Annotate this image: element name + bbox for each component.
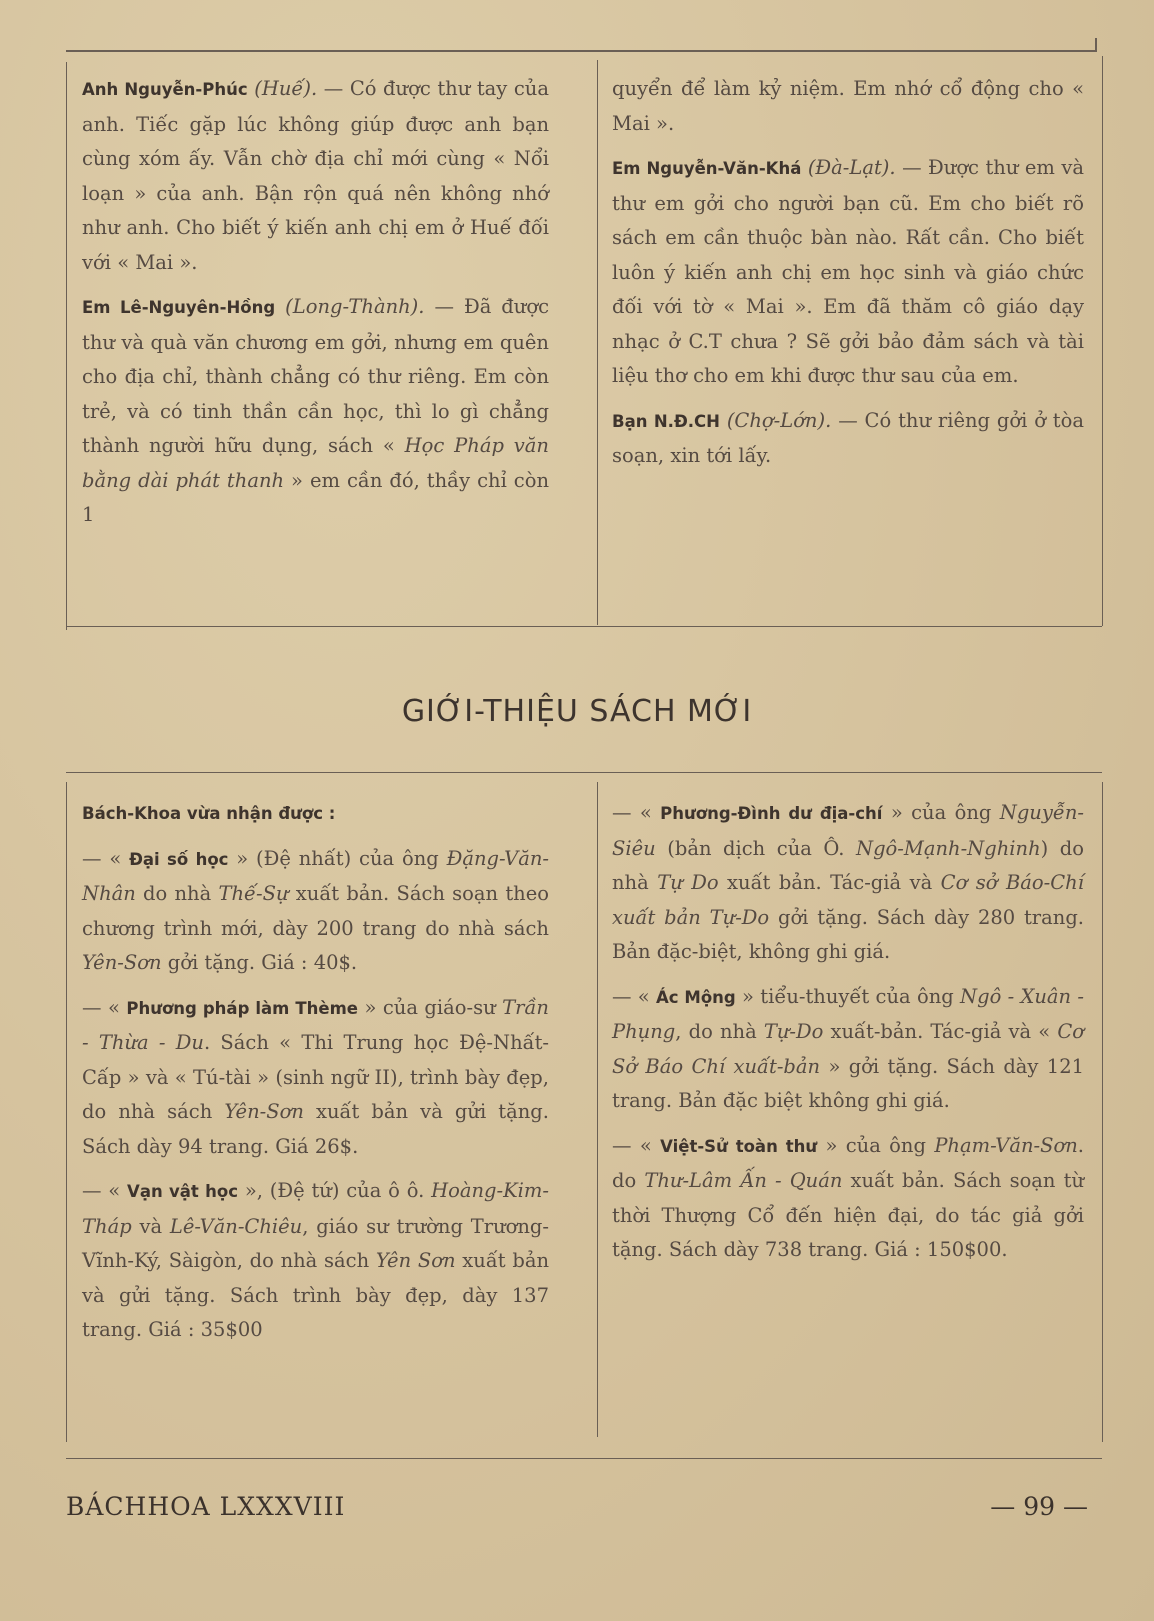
book-text: tiểu-thuyết của ông	[753, 984, 961, 1008]
books-left-bracket	[66, 782, 67, 1442]
letters-bottom-rule	[66, 626, 1102, 627]
books-intro	[82, 796, 549, 832]
letter-recipient: Anh Nguyễn-Phúc	[82, 80, 248, 99]
book-text: . do	[612, 1133, 1084, 1192]
book-author: Phạm-Văn-Sơn	[934, 1133, 1078, 1157]
book-title: Đại số học	[129, 849, 229, 869]
footer-publication: BÁCHHOA LXXXVIII	[66, 1492, 346, 1521]
book-publisher: Cơ sở Báo-Chí xuất bản Tự-Do	[612, 871, 1084, 929]
book-entry: — « Vạn vật học », (Đệ tứ) của ô ô. Hoàng-Kim-Tháp và Lê-Văn-Chiêu, giáo sư trường Trương-Vĩnh-Ký, Sàigòn, do nhà sách Yên Sơn xuất bản và gửi tặng. Sách trình bày đẹp, dày 137 trang. Giá : 35$00	[82, 1179, 550, 1341]
letters-left-bracket	[66, 62, 67, 630]
book-title: Vạn vật học	[127, 1182, 239, 1201]
books-top-rule	[66, 772, 1102, 773]
book-text: của ông	[837, 1133, 935, 1157]
book-text: , giáo sư trường Trương-Vĩnh-Ký, Sàigòn, do nhà sách	[82, 1214, 549, 1272]
letter-recipient: Bạn N.Đ.CH	[612, 411, 720, 431]
book-author: Hoàng-Kim-Tháp	[82, 1179, 549, 1238]
book-publisher: Yên-Sơn	[224, 1100, 304, 1123]
book-entry: — « Phương pháp làm Thème » của giáo-sư Trần - Thừa - Du. Sách « Thi Trung học Đệ-Nhất-Cấp » và « Tú-tài » (sinh ngữ II), trình bày đẹp, do nhà sách Yên-Sơn xuất bản và gửi tặng. Sách dày 94 trang. Giá 26$.	[82, 995, 549, 1158]
book-text: (Đệ nhất) của ông	[248, 846, 447, 870]
book-text: gởi tặng. Sách dày 280 trang. Bản đặc-biệt, không ghi giá.	[612, 905, 1084, 963]
book-title: Phương pháp làm Thème	[126, 998, 358, 1018]
section-title: GIỚI-THIỆU SÁCH MỚI	[401, 694, 753, 729]
letter-recipient: Em Lê-Nguyên-Hồng	[82, 298, 276, 317]
book-title: Ác Mộng	[656, 987, 736, 1007]
letters-right-column	[612, 72, 1084, 474]
book-text: do nhà	[135, 882, 219, 905]
letters-column-divider	[597, 60, 598, 625]
letter-text: — Có được thư tay của anh. Tiếc gặp lúc không giúp được anh bạn cùng xóm ấy. Vẫn chờ địa chỉ mới cùng « Nổi loạn » của anh. Bận rộn quá nên không nhớ như anh. Cho biết ý kiến anh chị em ở Huế đối với « Mai ».	[82, 77, 549, 274]
books-right-column	[612, 796, 1084, 1268]
letter-nguyen-van-kha	[612, 151, 1084, 394]
letters-left-column	[82, 72, 549, 533]
letter-text: » em cần đó, thầy chỉ còn 1	[82, 468, 549, 526]
book-publisher: Cơ Sở Báo Chí xuất-bản	[612, 1020, 1084, 1078]
book-publisher: Thế-Sự	[218, 882, 289, 905]
letters-right-bracket	[1102, 56, 1103, 626]
books-intro-label: Bách-Khoa vừa nhận được :	[82, 804, 336, 823]
letter-recipient: Em Nguyễn-Văn-Khá	[612, 159, 802, 178]
letter-text: quyển để làm kỷ niệm. Em nhớ cổ động cho « Mai ».	[612, 77, 1084, 135]
books-column-divider	[597, 782, 598, 1437]
letter-nguyen-phuc	[82, 72, 549, 280]
letter-ndch	[612, 404, 1084, 474]
letter-continuation	[612, 72, 1084, 141]
book-title: Phương-Đình dư địa-chí	[660, 804, 883, 823]
book-entry: — « Ác Mộng » tiểu-thuyết của ông Ngô - Xuân - Phụng, do nhà Tự-Do xuất-bản. Tác-giả và « Cơ Sở Báo Chí xuất-bản » gởi tặng. Sách dày 121 trang. Bản đặc biệt không ghi giá.	[612, 984, 1085, 1112]
letter-text: — Có thư riêng gởi ở tòa soạn, xin tới lấy.	[612, 408, 1085, 467]
book-text: ) do nhà	[612, 836, 1085, 894]
letter-le-nguyen-hong	[82, 290, 549, 533]
book-text: và	[131, 1214, 170, 1238]
book-text: gởi tặng. Giá : 40$.	[161, 951, 358, 974]
book-text: xuất bản và gửi tặng. Sách dày 94 trang. Giá 26$.	[82, 1100, 549, 1158]
book-publisher: Yên-Sơn	[82, 951, 162, 974]
book-text: (bản dịch của Ô.	[655, 836, 856, 860]
books-right-bracket	[1102, 782, 1103, 1442]
book-text: của giáo-sư	[376, 995, 503, 1019]
book-text: xuất bản. Sách soạn theo chương trình mới, dày 200 trang do nhà sách	[82, 882, 549, 940]
book-text: » gởi tặng. Sách dày 121 trang. Bản đặc biệt không ghi giá.	[612, 1054, 1085, 1112]
book-text: xuất bản. Sách soạn từ thời Thượng Cổ đến hiện đại, do tác giả gởi tặng. Sách dày 738 trang. Giá : 150$00.	[612, 1169, 1085, 1261]
book-publisher: Thư-Lâm Ấn - Quán	[644, 1169, 843, 1192]
book-author: Lê-Văn-Chiêu	[169, 1214, 303, 1238]
book-text: . Sách « Thi Trung học Đệ-Nhất-Cấp » và « Tú-tài » (sinh ngữ II), trình bày đẹp, do nhà sách	[82, 1031, 549, 1123]
letter-place: (Huế).	[254, 77, 318, 100]
letter-place: (Long-Thành).	[285, 295, 425, 318]
book-text: xuất bản và gửi tặng. Sách trình bày đẹp, dày 137 trang. Giá : 35$00	[82, 1249, 550, 1341]
letter-text: — Đã được thư và quà văn chương em gởi, nhưng em quên cho địa chỉ, thành chẳng có thư riêng. Em còn trẻ, và có tinh thần cần học, thì lo gì chẳng thành người hữu dụng, sách «	[82, 295, 550, 457]
book-entry: — « Việt-Sử toàn thư » của ông Phạm-Văn-Sơn. do Thư-Lâm Ấn - Quán xuất bản. Sách soạn từ thời Thượng Cổ đến hiện đại, do tác giả gởi tặng. Sách dày 738 trang. Giá : 150$00.	[612, 1133, 1085, 1261]
book-author: Đặng-Văn-Nhân	[82, 846, 550, 905]
book-text: xuất bản. Tác-giả và	[718, 871, 941, 894]
top-rule	[66, 50, 1096, 52]
page-number: — 99 —	[990, 1492, 1088, 1521]
book-title: Việt-Sử toàn thư	[660, 1136, 818, 1156]
book-author: Ngô-Mạnh-Nghinh	[856, 836, 1041, 860]
book-publisher: Yên Sơn	[375, 1249, 456, 1272]
letter-place: (Chợ-Lớn).	[726, 408, 832, 432]
book-text: , (Đệ tứ) của ô ô.	[256, 1179, 432, 1202]
letter-text: — Được thư em và thư em gởi cho người bạn cũ. Em cho biết rõ sách em cần thuộc bàn nào. Rất cần. Cho biết luôn ý kiến anh chị em học sinh và giáo chức đối với tờ « Mai ». Em đã thăm cô giáo dạy nhạc ở C.T chưa ? Sẽ gởi bảo đảm sách và tài liệu thơ cho em khi được thư sau của em.	[612, 156, 1084, 387]
books-left-column	[82, 796, 549, 1348]
book-text: , do nhà	[675, 1020, 764, 1043]
letter-place: (Đà-Lạt).	[807, 156, 896, 179]
letter-book-title: Học Pháp văn bằng dài phát thanh	[82, 434, 549, 492]
book-author: Ngô - Xuân - Phụng	[612, 984, 1084, 1043]
book-text: của ông	[902, 801, 1000, 824]
book-text: xuất-bản. Tác-giả và «	[823, 1020, 1058, 1043]
book-publisher: Tự-Do	[763, 1020, 824, 1043]
book-author: Nguyễn-Siêu	[612, 801, 1085, 860]
book-entry: — « Đại số học » (Đệ nhất) của ông Đặng-Văn-Nhân do nhà Thế-Sự xuất bản. Sách soạn theo chương trình mới, dày 200 trang do nhà sách Yên-Sơn gởi tặng. Giá : 40$.	[82, 846, 550, 974]
books-bottom-rule	[66, 1458, 1102, 1459]
book-entry: — « Phương-Đình dư địa-chí » của ông Nguyễn-Siêu (bản dịch của Ô. Ngô-Mạnh-Nghinh) do nhà Tự Do xuất bản. Tác-giả và Cơ sở Báo-Chí xuất bản Tự-Do gởi tặng. Sách dày 280 trang. Bản đặc-biệt, không ghi giá.	[612, 801, 1085, 963]
top-right-rule	[1095, 38, 1097, 52]
book-publisher: Tự Do	[657, 871, 719, 894]
book-author: Trần - Thừa - Du	[82, 995, 549, 1054]
